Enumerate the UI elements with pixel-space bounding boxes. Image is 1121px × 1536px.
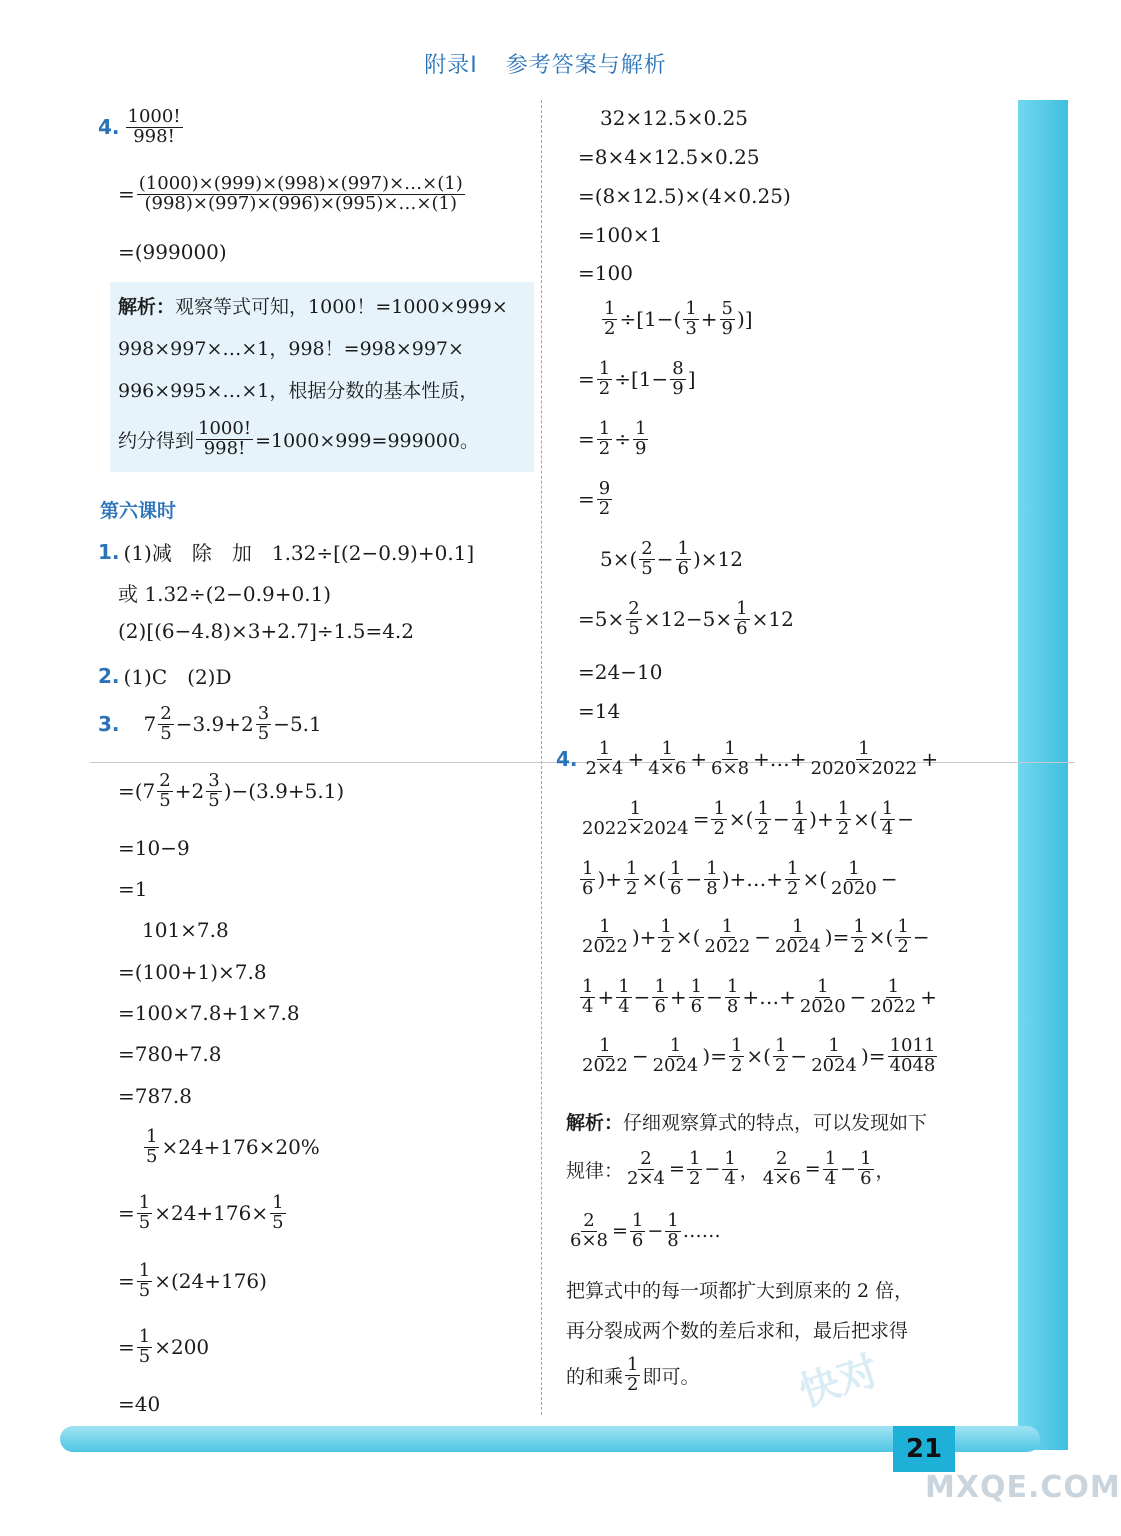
left-q1-line3: (2)[(6−4.8)×3+2.7]÷1.5=4.2	[118, 619, 415, 643]
right-analysis-line4: 把算式中的每一项都扩大到原来的 2 倍，	[566, 1280, 914, 1302]
left-q3-line6: =(100+1)×7.8	[118, 960, 267, 984]
right-line10: 5×( $\frac{2}{5}$ − $\frac{1}{6}$ )×12	[600, 538, 743, 579]
left-q3-line9: =787.8	[118, 1084, 193, 1108]
left-q3-line5: 101×7.8	[142, 918, 229, 942]
right-analysis-line5: 再分裂成两个数的差后求和，最后把求得	[566, 1320, 909, 1342]
right-line3: =(8×12.5)×(4×0.25)	[578, 184, 791, 208]
right-q4-line3: $\frac{1}{6}$ )+ $\frac{1}{2}$ ×( $\frac{1}{6}$ − $\frac{1}{8}$ )+…+ $\frac{1}{2}$ ×( $\frac{1}{2020}$ −	[582, 858, 898, 899]
watermark-logo: MXQE.COM	[925, 1470, 1121, 1505]
right-line12: =24−10	[578, 660, 663, 684]
right-line5: =100	[578, 261, 633, 285]
right-q4-line1: 4. $\frac{1}{2\times 4}$ + $\frac{1}{4\times 6}$ + $\frac{1}{6\times 8}$ +…+ $\frac{1}{2020\times 2022}$ +	[556, 738, 939, 779]
right-line13: =14	[578, 699, 621, 723]
right-line6: $\frac{1}{2}$ ÷[1−( $\frac{1}{3}$ + $\frac{5}{9}$ )]	[604, 298, 753, 339]
left-q3-line8: =780+7.8	[118, 1042, 222, 1066]
right-q4-line2: $\frac{1}{2022\times 2024}$ = $\frac{1}{2}$ ×( $\frac{1}{2}$ − $\frac{1}{4}$ )+ $\frac{1}{2}$ ×( $\frac{1}{4}$ −	[582, 798, 914, 839]
right-q4-line6: $\frac{1}{2022}$ − $\frac{1}{2024}$ )= $\frac{1}{2}$ ×( $\frac{1}{2}$ − $\frac{1}{2024}$ )= $\frac{1011}{4048}$	[582, 1035, 936, 1076]
question-number: 4.	[98, 115, 120, 140]
right-line11: =5× $\frac{2}{5}$ ×12−5× $\frac{1}{6}$ ×12	[578, 598, 794, 639]
left-q4-line3: =(999000)	[118, 240, 227, 264]
left-q1-line2: 或 1.32÷(2−0.9+0.1)	[118, 582, 332, 606]
left-q3-line10: $\frac{1}{5}$ ×24+176×20%	[146, 1126, 320, 1167]
right-line8: = $\frac{1}{2}$ ÷ $\frac{1}{9}$	[578, 418, 647, 459]
fraction: $\frac{1000!}{998!}$	[127, 106, 181, 147]
fraction: $\frac{(1000)\times(999)\times(998)\times(997)\times\dots\times(1)}{(998)\times(997)\times(996)\times(995)\times\dots\times(1)}$	[138, 173, 463, 214]
right-line7: = $\frac{1}{2}$ ÷[1− $\frac{8}{9}$ ]	[578, 358, 696, 399]
header-title: 参考答案与解析	[505, 53, 667, 78]
right-analysis-line3: $\frac{2}{6\times 8}$ = $\frac{1}{6}$ − $\frac{1}{8}$ ……	[570, 1210, 721, 1251]
left-analysis-line3: 996×995×…×1，根据分数的基本性质，	[118, 380, 479, 402]
page-header	[0, 48, 1091, 79]
right-analysis-line1: 解析： 仔细观察算式的特点，可以发现如下	[566, 1112, 928, 1134]
left-q3-line14: =40	[118, 1392, 161, 1416]
left-q2-line1: 2. (1)C (2)D	[98, 663, 232, 689]
left-q4-line1	[98, 108, 185, 147]
right-line4: =100×1	[578, 223, 663, 247]
left-q1-line1: 1. (1)减 除 加 1.32÷[(2−0.9)+0.1]	[98, 539, 475, 565]
page-number: 21	[893, 1426, 955, 1472]
right-line9: = $\frac{9}{2}$	[578, 478, 611, 519]
left-q4-line2: = $\frac{(1000)\times(999)\times(998)\times(997)\times\dots\times(1)}{(998)\times(997)\times(996)\times(995)\times\dots\times(1)}$	[118, 173, 463, 214]
watermark-faint: 快对	[793, 1347, 885, 1417]
right-edge-band	[1018, 100, 1068, 1450]
left-q3-line1: 3. 7 $\frac{2}{5}$ −3.9+2 $\frac{3}{5}$ −5.1	[98, 703, 322, 744]
left-q3-line3: =10−9	[118, 836, 190, 860]
left-q3-line7: =100×7.8+1×7.8	[118, 1001, 300, 1025]
right-analysis-line6: 的和乘 $\frac{1}{2}$ 即可。	[566, 1354, 700, 1395]
left-analysis-line1: 解析： 观察等式可知，1000！=1000×999×	[118, 296, 508, 318]
left-analysis-line2: 998×997×…×1，998！=998×997×	[118, 338, 464, 360]
right-analysis-line2: 规律： $\frac{2}{2\times 4}$ = $\frac{1}{2}$ − $\frac{1}{4}$ ， $\frac{2}{4\times 6}$ = $\frac{1}{4}$ − $\frac{1}{6}$ ，	[566, 1148, 895, 1189]
section-title: 第六课时	[100, 500, 177, 522]
column-divider	[541, 100, 542, 1415]
right-q4-line4: $\frac{1}{2022}$ )+ $\frac{1}{2}$ ×( $\frac{1}{2022}$ − $\frac{1}{2024}$ )= $\frac{1}{2}$ ×( $\frac{1}{2}$ −	[582, 916, 930, 957]
fraction: $\frac{1000!}{998!}$	[198, 418, 252, 459]
right-line2: =8×4×12.5×0.25	[578, 145, 760, 169]
left-q3-line2: =(7 $\frac{2}{5}$ +2 $\frac{3}{5}$ )−(3.9+5.1)	[118, 770, 345, 811]
appendix-label: 附录Ⅰ	[424, 53, 478, 78]
right-line1: 32×12.5×0.25	[600, 106, 749, 130]
right-q4-line5: $\frac{1}{4}$ + $\frac{1}{4}$ − $\frac{1}{6}$ + $\frac{1}{6}$ − $\frac{1}{8}$ +…+ $\frac{1}{2020}$ − $\frac{1}{2022}$ +	[582, 976, 937, 1017]
left-q3-line11: = $\frac{1}{5}$ ×24+176× $\frac{1}{5}$	[118, 1192, 284, 1233]
left-q3-line13: = $\frac{1}{5}$ ×200	[118, 1326, 210, 1367]
left-analysis-line4: 约分得到 $\frac{1000!}{998!}$ =1000×999=999000。	[118, 418, 479, 459]
left-q3-line12: = $\frac{1}{5}$ ×(24+176)	[118, 1260, 267, 1301]
left-q3-line4: =1	[118, 877, 148, 901]
